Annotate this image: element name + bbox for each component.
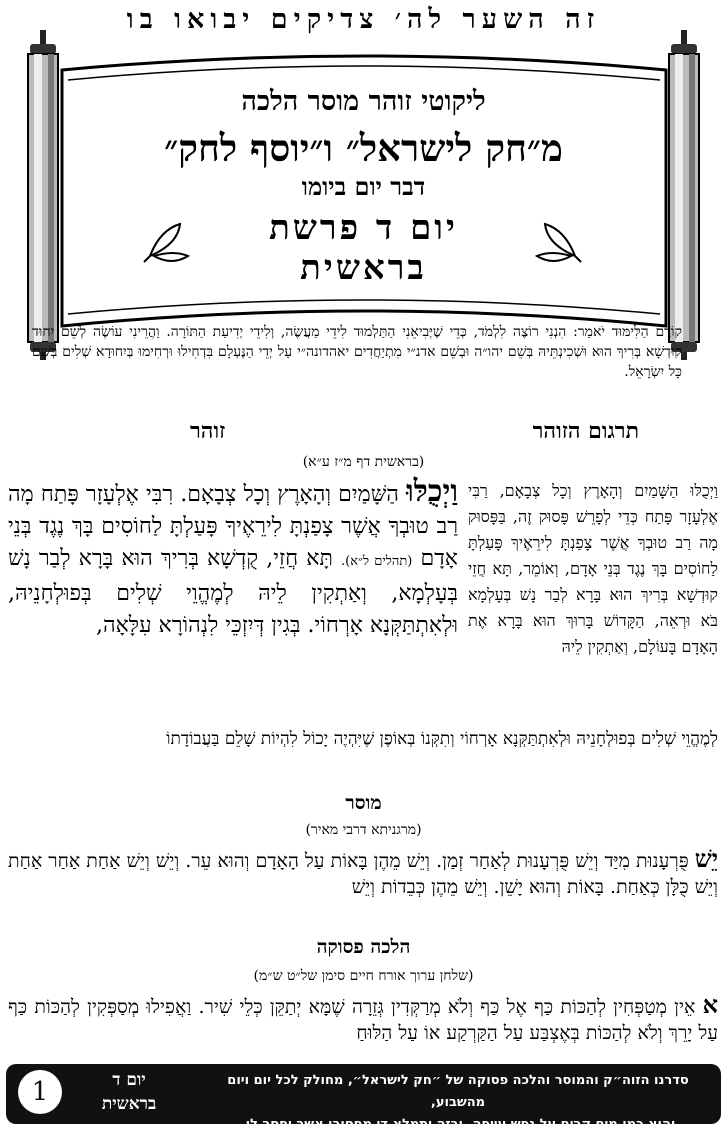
halacha-source: (שלחן ערוך אורח חיים סימן של״ט ש״מ) bbox=[253, 968, 474, 984]
musar-heading: מוסר bbox=[345, 792, 382, 814]
musar-text: יֵשׁ פֻּרְעָנוּת מִיַּד וְיֵשׁ פֻּרְעָנוּת לְאַחַר זְמַן. וְיֵשׁ מֵהֶן בָּאוֹת עַל הָאָדָם וְהוּא עֵר. וְיֵשׁ וְיֵשׁ אַחַת אַחַר אַחַת וְיֵשׁ כֻּלָּן כְּאַחַת. בָּאוֹת וְהוּא יָשֵׁן. וְיֵשׁ מֵהֶן כְּבֵדוֹת וְיֵשׁ bbox=[8, 844, 718, 898]
title-chok-leisrael: מ״חק לישראל״ ו״יוסף לחק״ bbox=[164, 126, 563, 170]
zohar-verse-ref: (תהלים ל״א). bbox=[341, 554, 413, 569]
targum-text-continued: לְמֶהֱוֵי שְׁלִים בְּפוּלְחָנֵיהּ וּלְאִתְתַּקְּנָא אָרְחוֹי וְתִקְּנוֹ בְּאוֹפֶן שֶׁיִּהְיֶה יָכוֹל לִהְיוֹת שָׁלֵם בַּעֲבוֹדָתוֹ bbox=[166, 729, 718, 749]
title-likutei: ליקוטי זוהר מוסר הלכה bbox=[241, 86, 486, 117]
zohar-text: וַיְכֻלּוּ הַשָּׁמַיִם וְהָאָרֶץ וְכָל צְבָאָם. רִבִּי אֶלְעָזָר פָּתַח מָה רַב טוּבְךָ אֲשֶׁר צָפַנְתָּ לִירֵאֶיךָ פָּעַלְתָּ לַחוֹסִים בָּךְ נֶגֶד בְּנֵי אָדָם (תהלים ל״א). תָּא חֲזֵי, קֻדְשָׁא בְּרִיךְ הוּא בָּרָא לְבַר נָשׁ בְּעָלְמָא, וְאַתְקִין לֵיהּ לְמֶהֱוֵי שְׁלִים בְּפוּלְחָנֵיהּ, וּלְאִתְתַּקְּנָא אָרְחוֹי. בְּגִין דְּיִזְכֵּי לִנְהוֹרָא עִלָּאָה, bbox=[8, 474, 458, 638]
pre-study-prayer: קוֹדֶם הַלִּימּוּד יֹאמַר: הִנְנִי רוֹצֶה לִלְמֹד, כְּדֵי שֶׁיְּבִיאֵנִי הַתַּלְמוּד לִידֵי מַעֲשֶׂה, וְלִידֵי יְדִיעַת הַתּוֹרָה. וַהֲרֵינִי עוֹשֶׂה לְשֵׁם יִחוּד קוּדְשָׁא בְּרִיךְ הוּא וּשְׁכִינְתֵּיהּ בְּשֵׁם יהו״ה וּבְשֵׁם אדנ״י מִתְיַחֲדִים יאהדונה״י עַל יְדֵי הַנֶּעְלָם בִּדְחִילוּ וּרְחִימוּ בְּיִחוּדָא שְׁלִים בְּשֵׁם כָּל יִשְׂרָאֵל. bbox=[32, 324, 682, 380]
top-verse: זה השער לה׳ צדיקים יבואו בו bbox=[126, 4, 601, 35]
musar-source: (מרגניתא דרבי מאיר) bbox=[305, 822, 422, 838]
footer-day-label: יום ד בראשית bbox=[101, 1070, 157, 1114]
zohar-heading: זוהר bbox=[190, 418, 226, 444]
footer-text: סדרנו הזוה״ק והמוסר והלכה פסוקה של ״חק לישראל״, מחולק לכל יום ויום מהשבוע, והוא כמו מים קרים על נפש עייפה, ובזה יתמלא די מחסורו אשר יחסר לו. bbox=[227, 1073, 689, 1132]
zohar-source: (בראשית דף מ״ז ע״א) bbox=[302, 454, 425, 470]
targum-heading: תרגום הזוהר bbox=[532, 418, 639, 444]
halacha-text: א אֵין מְטַפְּחִין לְהַכּוֹת כַּף אֶל כַּף וְלֹא מְרַקְּדִין גְּזֵרָה שֶׁמָּא יְתַקֵּן כְּלֵי שִׁיר. וַאֲפִילוּ מְסַפְּקִין לְהַכּוֹת כַּף עַל יָרֵךְ וְלֹא לְהַכּוֹת בְּאֶצְבַּע עַל הַקַּרְקַע אוֹ עַל הַלּוּחַ bbox=[8, 990, 718, 1044]
right-scroll-roller bbox=[669, 30, 699, 360]
title-day-parsha: יום ד פרשת בראשית bbox=[269, 208, 458, 288]
targum-text: וַיְכֻלּוּ הַשָּׁמַיִם וְהָאָרֶץ וְכָל צְבָאָם, רַבִּי אֶלְעָזָר פָּתַח כְּדֵי לְפָרֵשׁ פָּסוּק זֶה, בַּפָּסוּק מָה רַב טוּבְךָ אֲשֶׁר צָפַנְתָּ לִירֵאֶיךָ פָּעַלְתָּ לַחוֹסִים בָּךְ נֶגֶד בְּנֵי אָדָם, וְאוֹמֵר, תָּא חֲזֵי קוּדְשָׁא בְּרִיךְ הוּא בָּרָא לְבַר נָשׁ בְּעָלְמָא בֹּא וּרְאֵה, הַקָּדוֹשׁ בָּרוּךְ הוּא בָּרָא אֶת הָאָדָם בָּעוֹלָם, וְאַתְקִין לֵיהּ bbox=[468, 481, 718, 656]
title-daily: דבר יום ביומו bbox=[301, 172, 426, 201]
page-number: 1 bbox=[18, 1070, 62, 1114]
musar-lead-word: יֵשׁ bbox=[694, 844, 718, 873]
halacha-heading: הלכה פסוקה bbox=[316, 936, 411, 958]
halacha-lead-letter: א bbox=[702, 990, 718, 1019]
zohar-lead-word: וַיְכֻלּוּ bbox=[406, 474, 458, 509]
left-scroll-roller bbox=[28, 30, 58, 360]
